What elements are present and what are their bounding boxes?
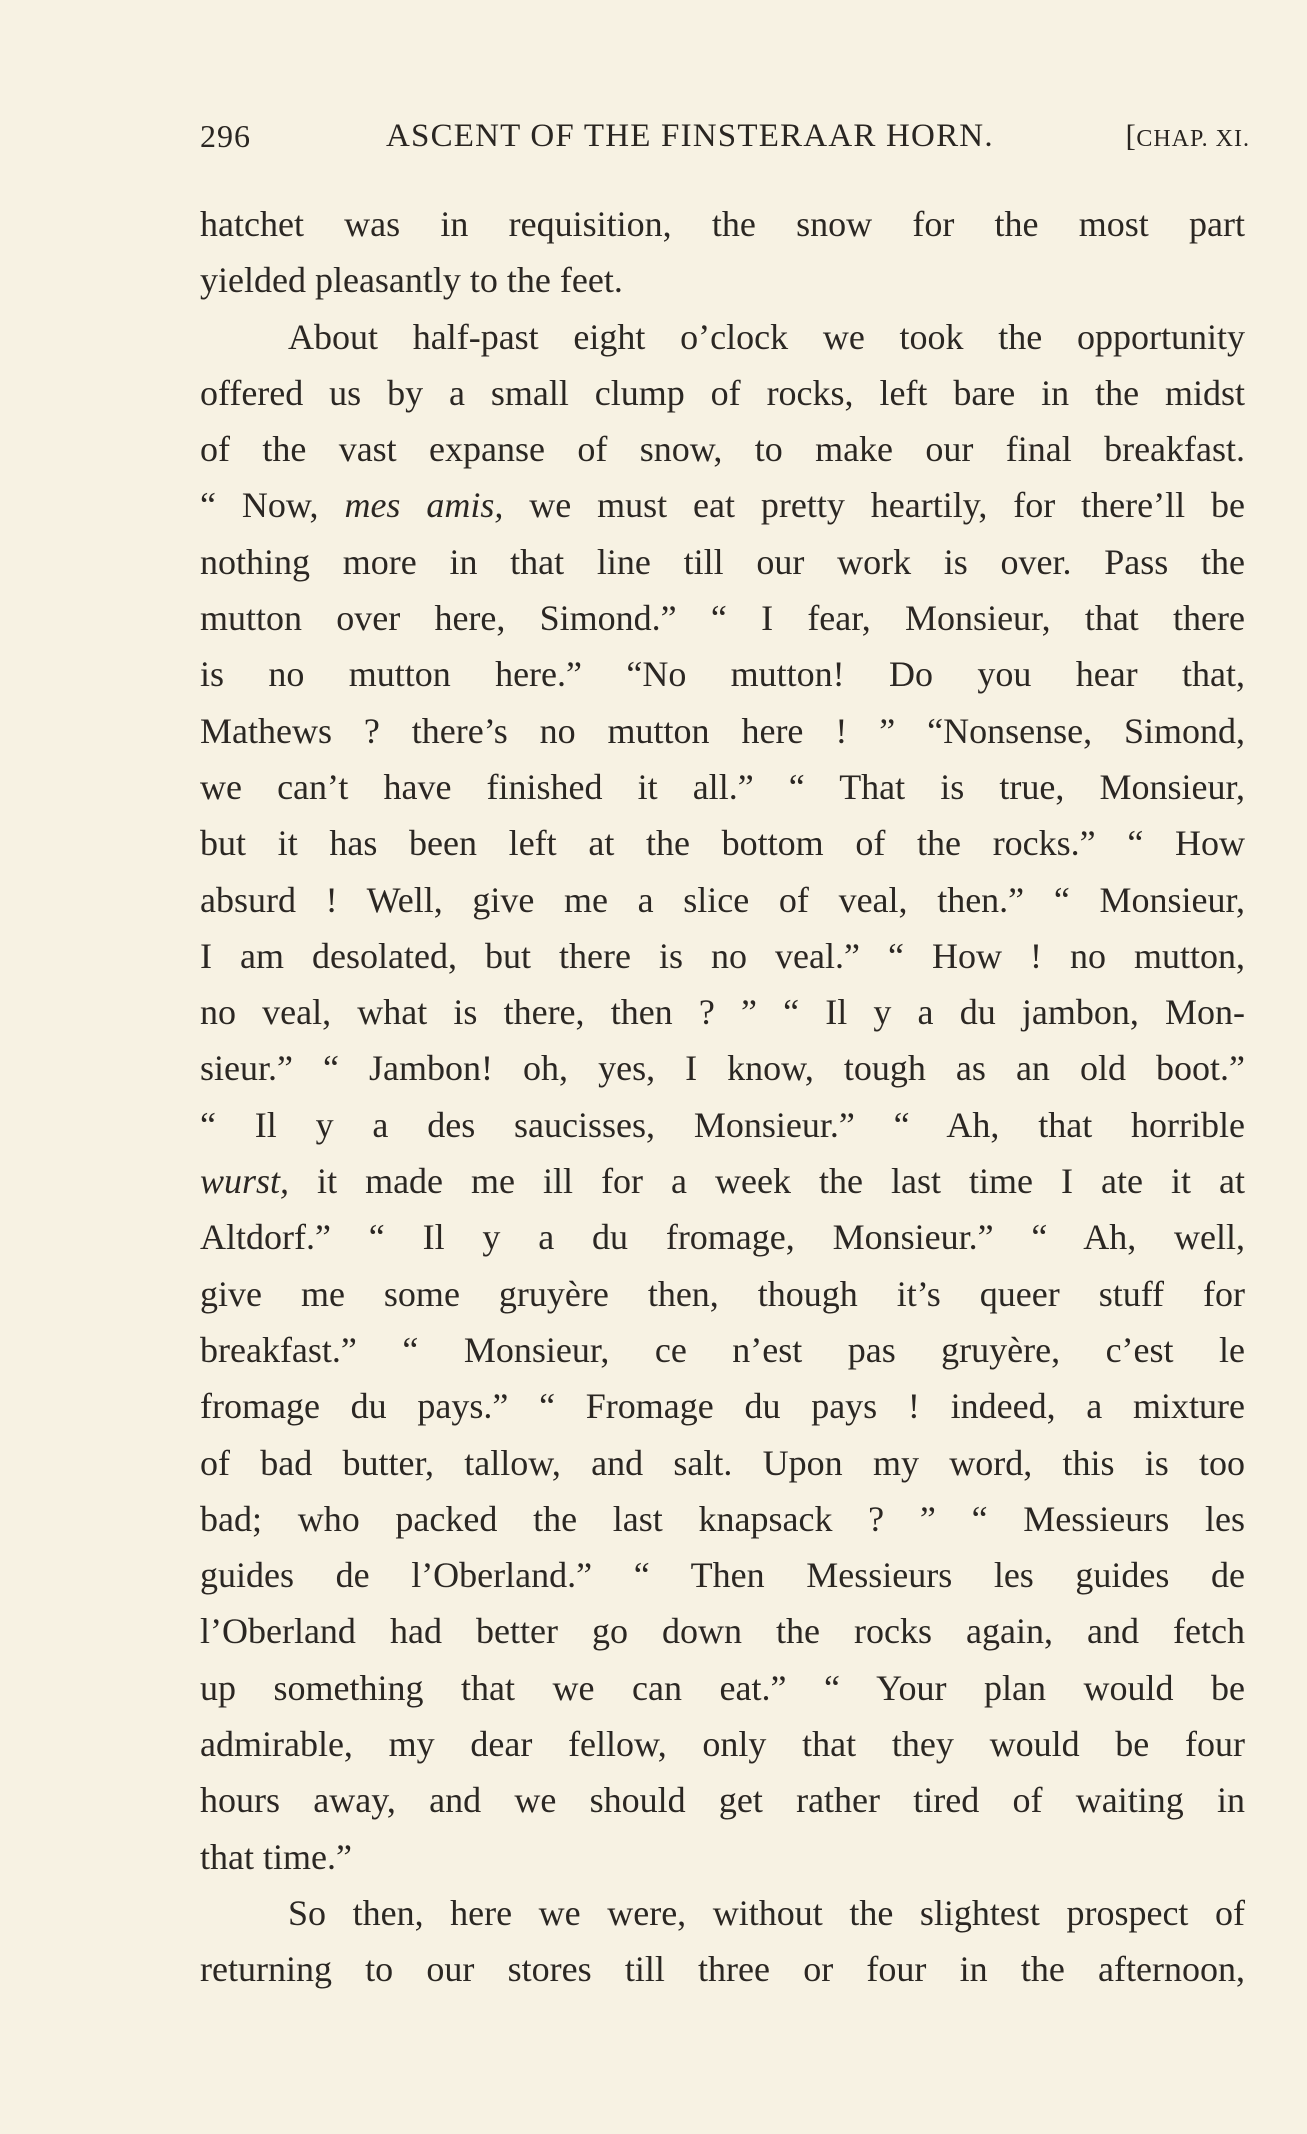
text-line: mutton over here, Simond.” “ I fear, Monsieur, that there	[200, 598, 1245, 639]
text-line: guides de l’Oberland.” “ Then Messieurs les guides de	[200, 1555, 1245, 1596]
text-line: yielded pleasantly to the feet.	[200, 260, 623, 301]
text-line: hatchet was in requisition, the snow for the most part	[200, 204, 1245, 244]
text-line: sieur.” “ Jambon! oh, yes, I know, tough as an old boot.”	[200, 1048, 1245, 1089]
text-line-with-italic	[200, 477, 1245, 533]
text-line: I am desolated, but there is no veal.” “ How ! no mutton,	[200, 935, 1245, 976]
text-line: give me some gruyère then, though it’s queer stuff for	[200, 1273, 1245, 1314]
body-text	[200, 196, 1245, 1998]
text-line: offered us by a small clump of rocks, left bare in the midst	[200, 372, 1245, 413]
text-line: nothing more in that line till our work is over. Pass the	[200, 541, 1245, 582]
text-line: absurd ! Well, give me a slice of veal, then.” “ Monsieur,	[200, 879, 1245, 920]
text-line: of bad butter, tallow, and salt. Upon my word, this is too	[200, 1442, 1245, 1483]
page-number: 296	[200, 118, 251, 154]
italic-word: wurst,	[200, 1161, 290, 1202]
text-line: that time.”	[200, 1836, 352, 1877]
text-line: returning to our stores till three or four in the afternoon,	[200, 1949, 1245, 1990]
text-line: breakfast.” “ Monsieur, ce n’est pas gruyère, c’est le	[200, 1329, 1245, 1370]
text-line: Mathews ? there’s no mutton here ! ” “Nonsense, Simond,	[200, 710, 1245, 751]
text-line: of the vast expanse of snow, to make our final breakfast.	[200, 429, 1245, 470]
text-line: hours away, and we should get rather tired of waiting in	[200, 1780, 1245, 1821]
paragraph-start-line: About half-past eight o’clock we took the opportunity	[288, 316, 1245, 357]
text-fragment: “ Now,	[200, 485, 345, 526]
running-head	[200, 118, 1250, 158]
text-line: admirable, my dear fellow, only that they would be four	[200, 1724, 1245, 1765]
chapter-reference	[1125, 118, 1250, 154]
text-line: fromage du pays.” “ Fromage du pays ! indeed, a mixture	[200, 1386, 1245, 1427]
text-line: Altdorf.” “ Il y a du fromage, Monsieur.” “ Ah, well,	[200, 1217, 1245, 1258]
paragraph-start-line: So then, here we were, without the slightest prospect of	[288, 1892, 1245, 1933]
text-line: we can’t have finished it all.” “ That is true, Monsieur,	[200, 766, 1245, 807]
text-line-with-italic	[200, 1153, 1245, 1209]
chapter-label: CHAP. XI.	[1136, 126, 1250, 152]
text-line: “ Il y a des saucisses, Monsieur.” “ Ah, that horrible	[200, 1104, 1245, 1145]
text-line: l’Oberland had better go down the rocks again, and fetch	[200, 1611, 1245, 1652]
text-line: is no mutton here.” “No mutton! Do you hear that,	[200, 654, 1245, 695]
text-line: up something that we can eat.” “ Your plan would be	[200, 1667, 1245, 1708]
text-fragment: it made me ill for a week the last time I ate it at	[289, 1161, 1245, 1202]
chapter-bracket: [	[1125, 118, 1137, 153]
text-line: no veal, what is there, then ? ” “ Il y a du jambon, Mon-	[200, 992, 1245, 1033]
running-title: ASCENT OF THE FINSTERAAR HORN.	[386, 118, 994, 154]
text-line: but it has been left at the bottom of the rocks.” “ How	[200, 823, 1245, 864]
italic-phrase: mes amis,	[344, 485, 504, 526]
text-line: bad; who packed the last knapsack ? ” “ Messieurs les	[200, 1498, 1245, 1539]
text-fragment: we must eat pretty heartily, for there’ll be	[503, 485, 1246, 526]
